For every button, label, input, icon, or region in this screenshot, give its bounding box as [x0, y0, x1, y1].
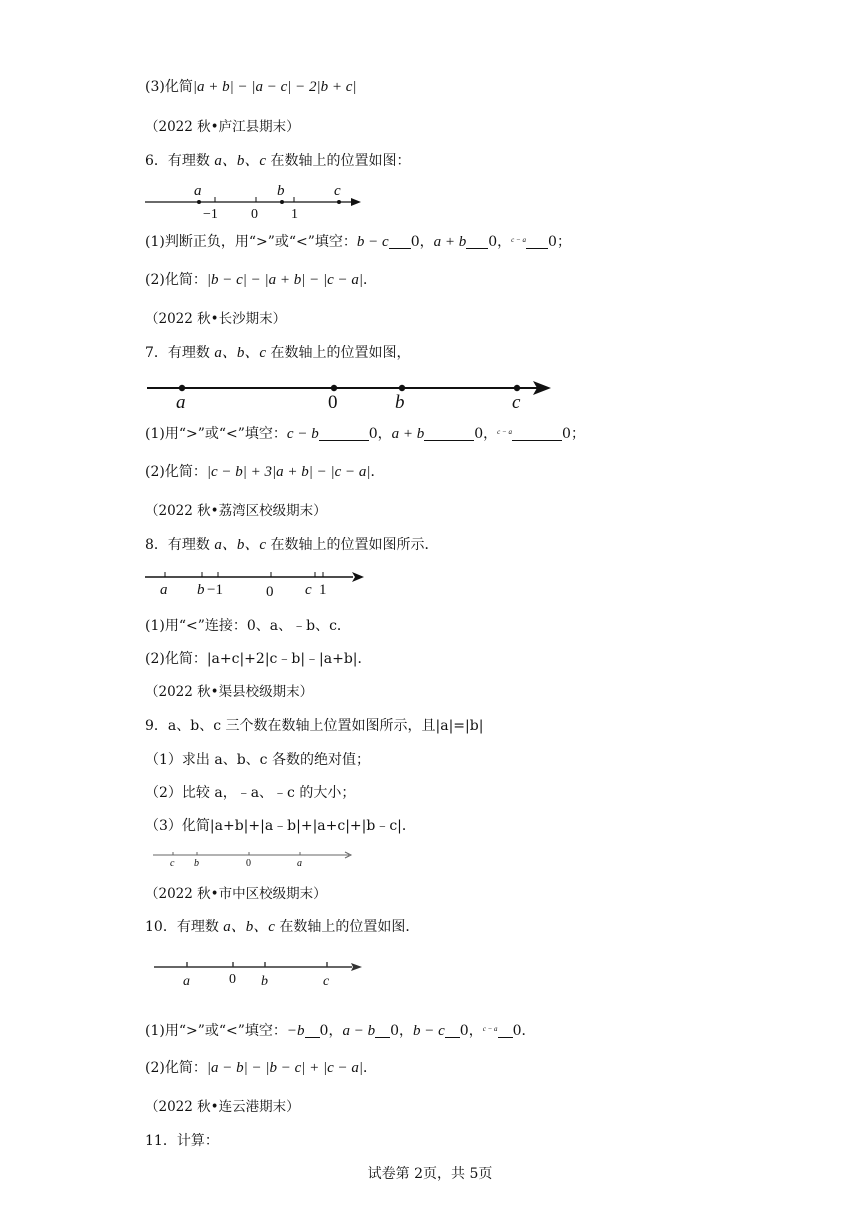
- q7-blank3[interactable]: [512, 427, 562, 441]
- q10-part2-label: (2)化简：: [145, 1060, 207, 1076]
- q10-expr1: −b: [286, 1023, 305, 1039]
- q10-part1: (1)用“>”或“<”填空：−b 0，a − b 0，b − c 0，$^{c - a}$ 0．: [145, 1023, 536, 1039]
- q10-zero4: 0: [512, 1023, 522, 1039]
- q10-zero1: 0: [319, 1023, 329, 1039]
- q10-stem: [145, 918, 419, 936]
- q9-part2: （2）比较 a，﹣a、﹣c 的大小；: [145, 785, 356, 801]
- q10-blank1[interactable]: [305, 1024, 320, 1038]
- q6-blank3[interactable]: [526, 235, 548, 249]
- q9-number-line: [151, 849, 357, 871]
- q6-part2: (2)化简：|b − c| − |a + b| − |c − a|．: [145, 272, 378, 288]
- q6-part1: (1)判断正负，用“>”或“<”填空：b − c 0，a + b 0，$^{c - a}$ 0；: [145, 234, 571, 250]
- q6-expr1: b − c: [356, 234, 389, 250]
- q6-zero1: 0: [410, 234, 420, 250]
- q7-source: （2022 秋•荔湾区校级期末）: [145, 503, 327, 519]
- q6-stem-suffix: 在数轴上的位置如图：: [270, 153, 411, 169]
- q5-source: （2022 秋•庐江县期末）: [145, 119, 300, 135]
- q10-part1-label: (1)用“>”或“<”填空：: [145, 1023, 287, 1039]
- q7-expr2: a + b: [391, 426, 425, 442]
- q7-blank2[interactable]: [424, 427, 474, 441]
- q10-label-c: c: [323, 974, 330, 989]
- q7-number-line: [145, 376, 555, 412]
- page-footer: 试卷第 2页，共 5页: [367, 1166, 493, 1182]
- q6-tick-0: 0: [251, 207, 258, 222]
- q7-part2-label: (2)化简：: [145, 464, 207, 480]
- q6-zero2: 0: [488, 234, 498, 250]
- q10-zero2: 0: [390, 1023, 400, 1039]
- q10-expr2: a − b: [342, 1023, 376, 1039]
- q6-stem-prefix: 6．有理数: [145, 153, 210, 169]
- q10-zero3: 0: [459, 1023, 469, 1039]
- q6-point-b: [280, 200, 284, 204]
- q10-vars: a、b、c: [223, 919, 275, 935]
- q7-label-c: c: [512, 392, 521, 412]
- q6-label-c: c: [334, 183, 341, 199]
- q6-label-b: b: [277, 183, 285, 199]
- q6-stem: [145, 152, 411, 170]
- q5-part3-label: (3)化简: [145, 79, 193, 95]
- q7-expr1: c − b: [286, 426, 319, 442]
- q9-label-b: b: [194, 858, 199, 869]
- q10-expression: |a − b| − |b − c| + |c − a|: [206, 1060, 364, 1076]
- q8-stem-prefix: 8．有理数: [145, 537, 210, 553]
- q9-label-0: 0: [246, 858, 251, 869]
- q6-label-a: a: [194, 183, 202, 199]
- q8-label-a: a: [160, 582, 168, 598]
- q8-label-b: b: [197, 582, 205, 598]
- q10-expr3: b − c: [413, 1023, 445, 1039]
- q10-expr4: c − a: [482, 1025, 498, 1033]
- q8-source: （2022 秋•渠县校级期末）: [145, 684, 314, 700]
- q10-label-a: a: [183, 974, 190, 989]
- q8-part2: (2)化简：|a+c|+2|c﹣b|﹣|a+b|．: [145, 651, 372, 667]
- q7-stem-prefix: 7．有理数: [145, 345, 210, 361]
- q6-zero3: 0: [548, 234, 557, 250]
- q8-part1: (1)用“<”连接：0、a、﹣b、c．: [145, 618, 351, 634]
- q8-tick-0: 0: [266, 584, 274, 599]
- q5-part3: [145, 78, 357, 96]
- q8-tick-neg1: −1: [207, 582, 223, 598]
- q6-vars: a、b、c: [214, 153, 267, 169]
- q9-label-c: c: [170, 858, 175, 869]
- q7-label-0: 0: [328, 392, 338, 412]
- q9-label-a: a: [297, 858, 302, 869]
- q6-expr2: a + b: [433, 234, 467, 250]
- q10-stem-suffix: 在数轴上的位置如图．: [279, 919, 420, 935]
- q6-expr3: c − a: [511, 236, 527, 244]
- q6-number-line: [143, 180, 368, 222]
- q6-tick-1: 1: [291, 207, 298, 222]
- q10-label-0: 0: [229, 972, 236, 987]
- q10-blank3[interactable]: [445, 1024, 460, 1038]
- q7-expression: |c − b| + 3|a + b| − |c − a|: [206, 464, 371, 480]
- q7-part2: (2)化简：|c − b| + 3|a + b| − |c − a|．: [145, 464, 385, 480]
- q6-blank2[interactable]: [466, 235, 488, 249]
- q7-zero1: 0: [368, 426, 378, 442]
- q7-label-a: a: [176, 392, 186, 412]
- q6-expression: |b − c| − |a + b| − |c − a|: [206, 272, 364, 288]
- q7-label-b: b: [395, 392, 405, 412]
- q7-part1-label: (1)用“>”或“<”填空：: [145, 426, 287, 442]
- q7-stem-suffix: 在数轴上的位置如图，: [270, 345, 411, 361]
- q8-stem-suffix: 在数轴上的位置如图所示．: [270, 537, 439, 553]
- q6-blank1[interactable]: [389, 235, 411, 249]
- q7-expr3: c − a: [497, 428, 513, 436]
- q10-stem-prefix: 10．有理数: [145, 919, 219, 935]
- q10-blank2[interactable]: [375, 1024, 390, 1038]
- q9-part3: （3）化简|a+b|+|a﹣b|+|a+c|+|b﹣c|．: [145, 818, 416, 834]
- q11-stem: 11．计算：: [145, 1133, 219, 1149]
- q5-expression: |a + b| − |a − c| − 2|b + c|: [192, 79, 357, 95]
- q7-stem: [145, 344, 411, 362]
- q9-part1: （1）求出 a、b、c 各数的绝对值；: [145, 752, 370, 768]
- q10-part2: (2)化简：|a − b| − |b − c| + |c − a|．: [145, 1060, 378, 1076]
- q10-label-b: b: [261, 974, 268, 989]
- q10-number-line: [152, 959, 366, 991]
- q6-part1-label: (1)判断正负，用“>”或“<”填空：: [145, 234, 357, 250]
- q8-number-line: [143, 567, 368, 599]
- q6-tick-neg1: −1: [203, 207, 218, 222]
- q7-zero2: 0: [474, 426, 484, 442]
- q7-vars: a、b、c: [214, 345, 267, 361]
- q8-tick-1: 1: [319, 582, 327, 598]
- q7-point-c: [514, 385, 520, 391]
- q6-part2-label: (2)化简：: [145, 272, 207, 288]
- q8-vars: a、b、c: [214, 537, 267, 553]
- q8-stem: [145, 536, 439, 554]
- q7-point-0: [331, 385, 337, 391]
- q7-zero3: 0: [562, 426, 571, 442]
- q7-part1: (1)用“>”或“<”填空：c − b 0，a + b 0，$^{c - a}$ 0；: [145, 426, 585, 442]
- q7-point-a: [179, 385, 185, 391]
- q10-blank4[interactable]: [498, 1024, 513, 1038]
- q6-source: （2022 秋•长沙期末）: [145, 311, 287, 327]
- q6-point-a: [197, 200, 201, 204]
- q7-blank1[interactable]: [319, 427, 369, 441]
- q6-point-c: [337, 200, 341, 204]
- q8-label-c: c: [305, 582, 312, 598]
- q9-source: （2022 秋•市中区校级期末）: [145, 886, 327, 902]
- q7-point-b: [399, 385, 405, 391]
- q10-source: （2022 秋•连云港期末）: [145, 1099, 300, 1115]
- q9-stem: 9．a、b、c 三个数在数轴上位置如图所示，且|a|=|b|: [145, 718, 484, 734]
